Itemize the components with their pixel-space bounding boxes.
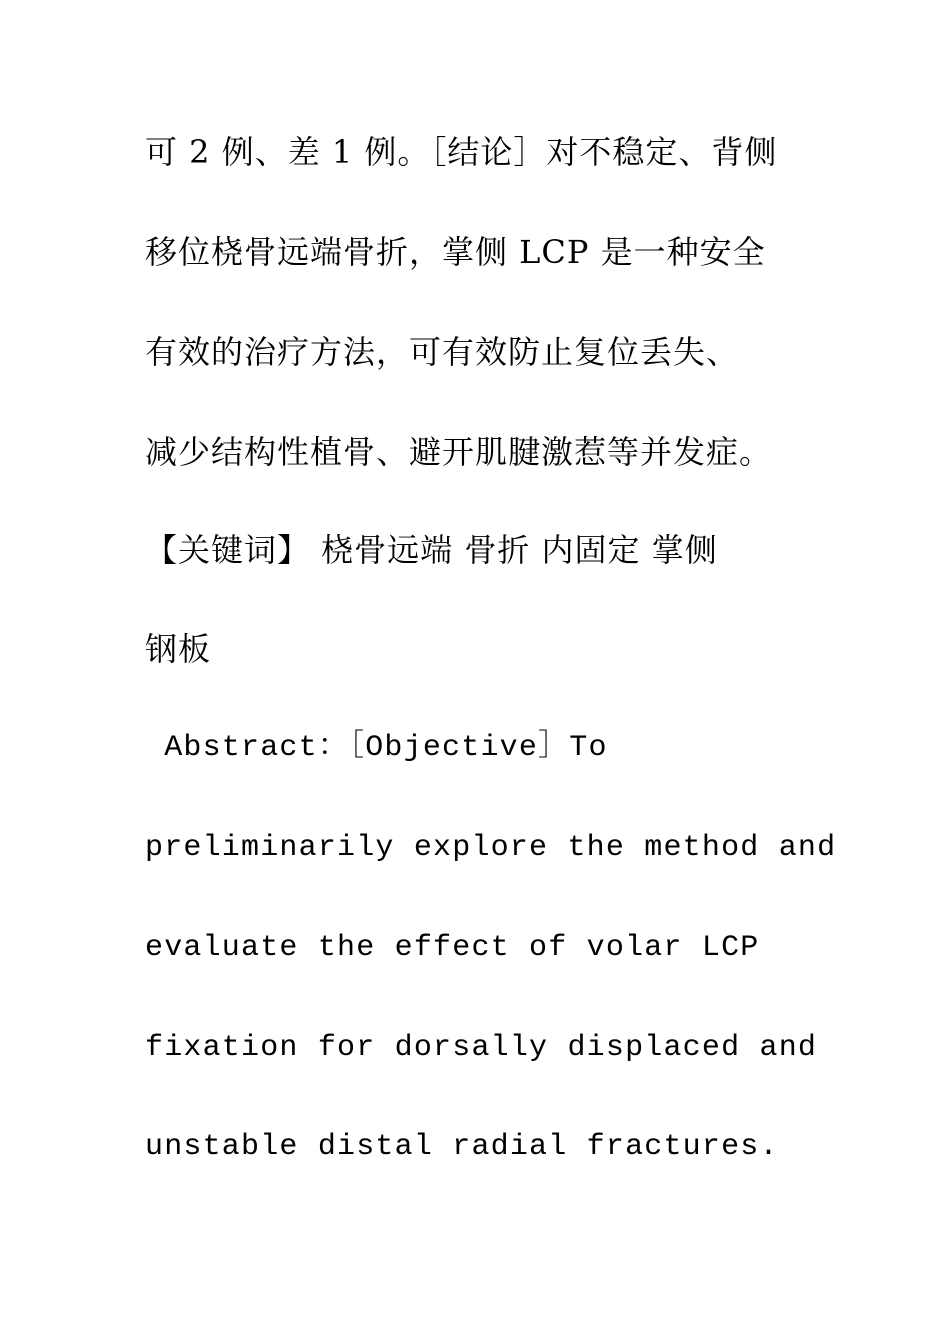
abstract-en-line-4: fixation for dorsally displaced and bbox=[145, 1031, 818, 1065]
abstract-en-line-3: evaluate the effect of volar LCP bbox=[145, 931, 760, 965]
abstract-en-heading-line: Abstract：［Objective］To bbox=[145, 731, 608, 765]
abstract-en-line-2: preliminarily explore the method and bbox=[145, 831, 837, 865]
abstract-cn-line-3: 有效的治疗方法，可有效防止复位丢失、 bbox=[145, 333, 740, 371]
abstract-en-line-5: unstable distal radial fractures. bbox=[145, 1130, 779, 1164]
keywords-line: 【关键词】 桡骨远端 骨折 内固定 掌侧 bbox=[145, 531, 718, 569]
keywords-line-continued: 钢板 bbox=[145, 630, 212, 668]
abstract-cn-line-1: 可 2 例、差 1 例。［结论］对不稳定、背侧 bbox=[145, 133, 778, 171]
abstract-cn-line-2: 移位桡骨远端骨折，掌侧 LCP 是一种安全 bbox=[145, 233, 766, 271]
abstract-cn-line-4: 减少结构性植骨、避开肌腱激惹等并发症。 bbox=[145, 433, 773, 471]
